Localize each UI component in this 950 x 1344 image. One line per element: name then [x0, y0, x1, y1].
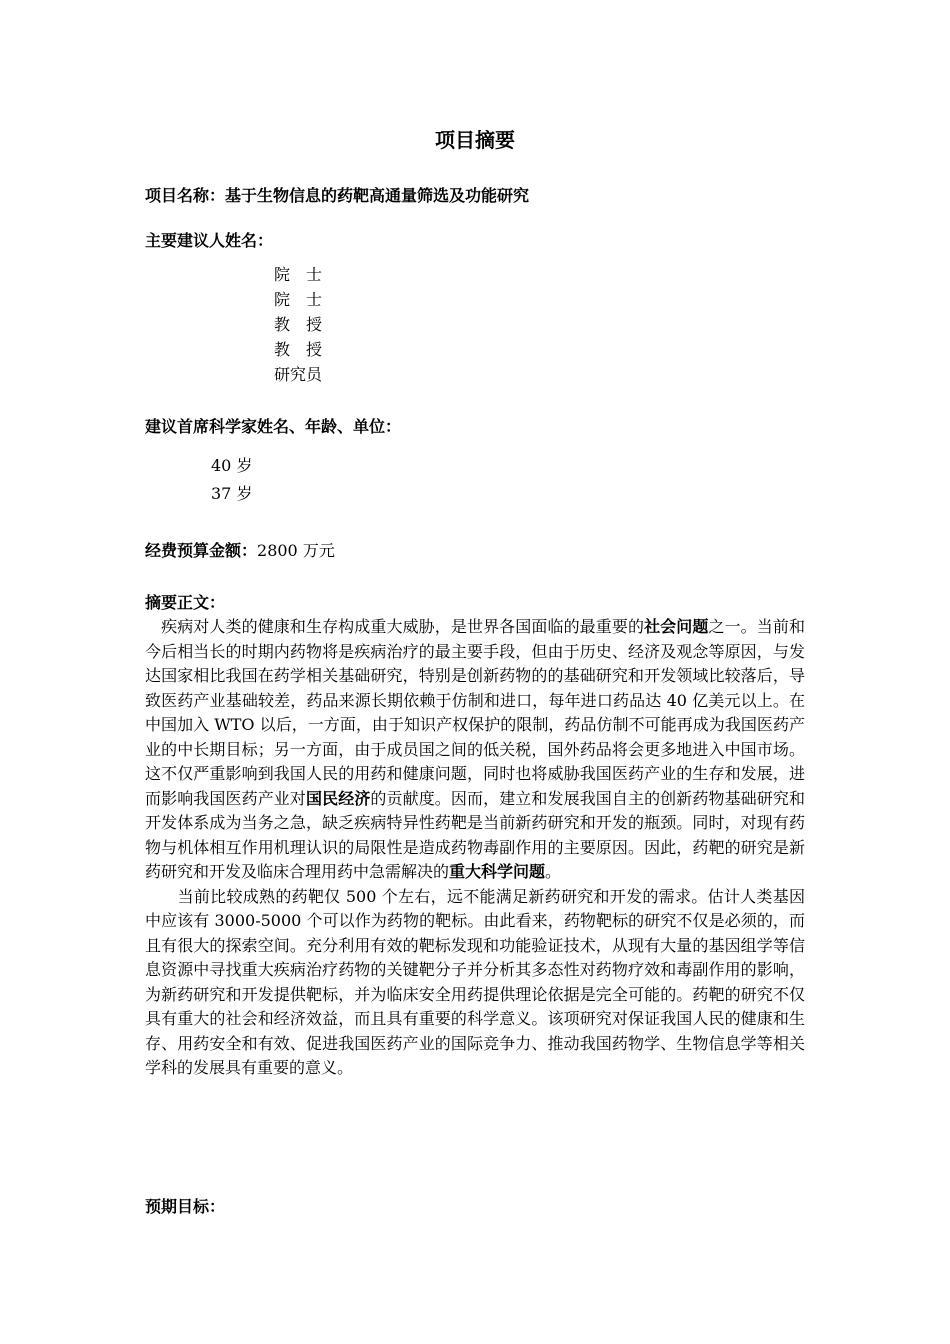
abstract-paragraph-2: 当前比较成熟的药靶仅 500 个左右，远不能满足新药研究和开发的需求。估计人类基因中应该有 3000-5000 个可以作为药物的靶标。由此看来，药物靶标的研究不仅是必须的，而且有很大的探索空间。充分利用有效的靶标发现和功能验证技术，从现有大量的基因组学等信息资源中寻找重大疾病治疗药物的关键靶分子并分析其多态性对药物疗效和毒副作用的影响，为新药研究和开发提供靶标，并为临床安全用药提供理论依据是完全可能的。药靶的研究不仅具有重大的社会和经济效益，而且具有重要的科学意义。该项研究对保证我国人民的健康和生存、用药安全和有效、促进我国医药产业的国际竞争力、推动我国药物学、生物信息学等相关学科的发展具有重要的意义。	[145, 886, 805, 1077]
chief-scientist-age-list	[211, 452, 252, 508]
project-name-line	[145, 184, 529, 208]
page-title: 项目摘要	[435, 128, 515, 152]
expected-goals-label: 预期目标：	[145, 1197, 226, 1216]
budget-label: 经费预算金额：	[145, 541, 258, 560]
chief-scientist-age: 37 岁	[211, 484, 253, 503]
abstract-text: 的贡献度。因而，建立和发展我国自主的创新药物基础研究和开发体系成为当务之急，缺乏疾病特异性药靶是当前新药研究和开发的瓶颈。同时，对现有药物与机体相互作用机理认识的局限性是造成药物毒副作用的主要原因。因此，药靶的研究是新药研究和开发及临床合理用药中急需解决的	[145, 788, 805, 881]
budget-amount: 2800 万元	[257, 541, 335, 560]
proposer-title-list	[274, 262, 322, 387]
abstract-text: 之一。当前和今后相当长的时期内药物将是疾病治疗的最主要手段，但由于历史、经济及观念等原因，与发达国家相比我国在药学相关基础研究，特别是创新药物的的基础研究和开发领域比较落后，导致医药产业基础较差，药品来源长期依赖于仿制和进口，每年进口药品达 40 亿美元以上。在中国加入 WTO 以后，一方面，由于知识产权保护的限制，药品仿制不可能再成为我国医药产业的中长期目标；另一方面，由于成员国之间的低关税，国外药品将会更多地进入中国市场。这不仅严重影响到我国人民的用药和健康问题，同时也将威胁我国医药产业的生存和发展，进而影响我国医药产业对	[145, 617, 805, 808]
abstract-label: 摘要正文：	[145, 593, 226, 612]
proposer-title: 院 士	[274, 265, 323, 284]
emphasis-major-scientific-issue: 重大科学问题	[449, 862, 546, 881]
proposers-label: 主要建议人姓名：	[145, 231, 274, 250]
proposer-title: 院 士	[274, 290, 323, 309]
proposer-title: 研究员	[274, 365, 323, 384]
chief-scientist-label: 建议首席科学家姓名、年龄、单位：	[145, 417, 402, 436]
project-name-label: 项目名称：	[145, 186, 226, 205]
emphasis-national-economy: 国民经济	[306, 788, 371, 808]
abstract-paragraph-1	[145, 615, 805, 885]
abstract-body	[145, 615, 805, 1081]
chief-scientist-age: 40 岁	[211, 456, 253, 475]
budget-line	[145, 539, 335, 563]
proposer-title: 教 授	[274, 315, 323, 334]
proposer-title: 教 授	[274, 340, 323, 359]
abstract-text: 疾病对人类的健康和生存构成重大威胁，是世界各国面临的最重要的	[145, 617, 645, 636]
project-name-value: 基于生物信息的药靶高通量筛选及功能研究	[225, 186, 530, 205]
emphasis-social-issue: 社会问题	[644, 617, 709, 636]
abstract-text: 。	[545, 862, 562, 881]
